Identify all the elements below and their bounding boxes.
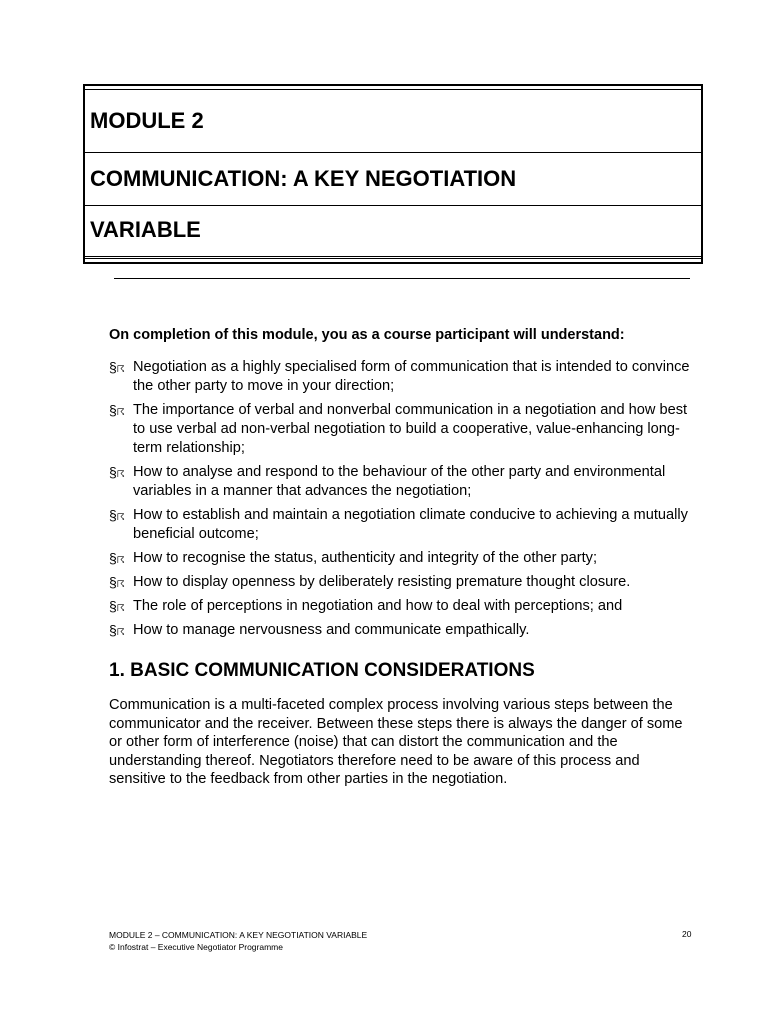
module-number-heading: MODULE 2 — [90, 108, 204, 133]
bullet-icon: §☈ — [109, 359, 125, 375]
list-item — [109, 621, 699, 640]
title-box-inner-top-rule — [85, 89, 701, 90]
page-footer — [109, 929, 367, 953]
list-item-text: The role of perceptions in negotiation and how to deal with perceptions; and — [133, 598, 623, 614]
list-item — [109, 401, 699, 458]
bullet-icon: §☈ — [109, 402, 125, 418]
list-item-text: The importance of verbal and nonverbal communication in a negotiation and how best to use verbal ad non-verbal negotiation to build a cooperative, value-enhancing long-term relationship; — [133, 402, 688, 456]
list-item-text: How to establish and maintain a negotiation climate conducive to achieving a mutually beneficial outcome; — [133, 507, 688, 542]
module-title-line1: COMMUNICATION: A KEY NEGOTIATION — [90, 166, 517, 191]
list-item — [109, 549, 699, 568]
bullet-icon: §☈ — [109, 550, 125, 566]
list-item — [109, 573, 699, 592]
module-title-box — [83, 84, 703, 264]
footer-copyright: © Infostrat – Executive Negotiator Programme — [109, 942, 283, 952]
learning-outcomes-intro: On completion of this module, you as a course participant will understand: — [109, 327, 625, 343]
list-item-text: Negotiation as a highly specialised form of communication that is intended to convince the other party to move in your direction; — [133, 359, 690, 394]
list-item — [109, 597, 699, 616]
title-box-inner-bottom-rule — [85, 258, 701, 259]
list-item-text: How to display openness by deliberately resisting premature thought closure. — [133, 574, 631, 590]
title-box-divider — [85, 152, 701, 153]
page-number: 20 — [682, 929, 692, 939]
bullet-icon: §☈ — [109, 598, 125, 614]
horizontal-rule — [114, 278, 690, 279]
module-title-line2: VARIABLE — [90, 217, 201, 242]
title-box-divider — [85, 256, 701, 257]
title-box-divider — [85, 205, 701, 206]
bullet-icon: §☈ — [109, 574, 125, 590]
body-paragraph: Communication is a multi-faceted complex process involving various steps between the communicator and the receiver. Between these steps there is always the danger of some or other form of interference (noise) that can distort the communication and the understanding thereof. Negotiators therefore need to be aware of this process and sensitive to the feedback from other parties in the negotiation. — [109, 697, 683, 788]
learning-outcomes-list — [109, 358, 699, 645]
section-heading: 1. BASIC COMMUNICATION CONSIDERATIONS — [109, 660, 535, 681]
bullet-icon: §☈ — [109, 622, 125, 638]
bullet-icon: §☈ — [109, 464, 125, 480]
list-item — [109, 506, 699, 544]
list-item-text: How to analyse and respond to the behaviour of the other party and environmental variables in a manner that advances the negotiation; — [133, 464, 666, 499]
list-item — [109, 463, 699, 501]
list-item-text: How to recognise the status, authenticity and integrity of the other party; — [133, 550, 598, 566]
footer-module-title: MODULE 2 – COMMUNICATION: A KEY NEGOTIATION VARIABLE — [109, 930, 368, 940]
list-item-text: How to manage nervousness and communicate empathically. — [133, 622, 530, 638]
bullet-icon: §☈ — [109, 507, 125, 523]
list-item — [109, 358, 699, 396]
